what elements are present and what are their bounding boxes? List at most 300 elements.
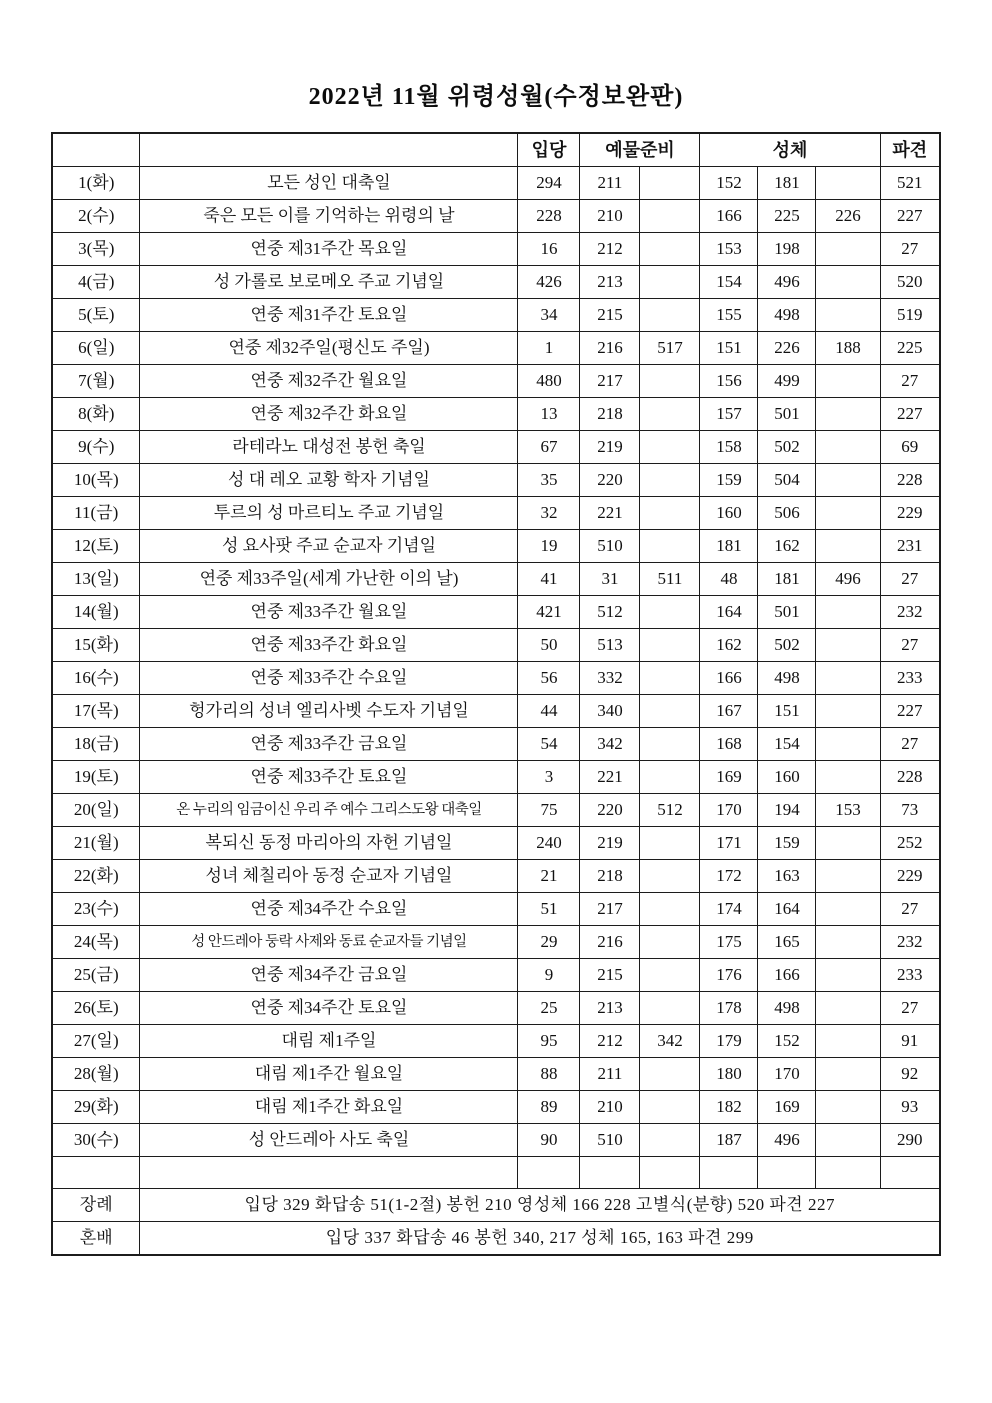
hymn-number-cell <box>640 827 700 860</box>
feast-cell: 연중 제33주간 월요일 <box>140 596 518 629</box>
hymn-number-cell: 27 <box>880 365 940 398</box>
empty-cell <box>52 1157 140 1189</box>
hymn-number-cell: 21 <box>518 860 580 893</box>
hymn-number-cell: 153 <box>816 794 880 827</box>
table-row <box>52 992 940 1025</box>
hymn-number-cell: 19 <box>518 530 580 563</box>
hymn-number-cell: 164 <box>700 596 758 629</box>
hymn-number-cell: 175 <box>700 926 758 959</box>
hymn-number-cell: 67 <box>518 431 580 464</box>
table-row <box>52 596 940 629</box>
date-cell: 14(월) <box>52 596 140 629</box>
hymn-number-cell: 89 <box>518 1091 580 1124</box>
table-row <box>52 1025 940 1058</box>
hymn-number-cell: 225 <box>758 200 816 233</box>
hymn-number-cell: 88 <box>518 1058 580 1091</box>
hymn-number-cell: 501 <box>758 398 816 431</box>
hymn-number-cell: 426 <box>518 266 580 299</box>
hymn-number-cell <box>640 299 700 332</box>
hymn-number-cell: 211 <box>580 167 640 200</box>
hymn-number-cell <box>816 728 880 761</box>
hymn-number-cell <box>816 695 880 728</box>
hymn-number-cell <box>816 398 880 431</box>
hymn-number-cell: 220 <box>580 794 640 827</box>
date-cell: 21(월) <box>52 827 140 860</box>
hymn-number-cell: 163 <box>758 860 816 893</box>
date-cell: 7(월) <box>52 365 140 398</box>
feast-cell: 성녀 체칠리아 동정 순교자 기념일 <box>140 860 518 893</box>
table-row <box>52 728 940 761</box>
hymn-number-cell: 229 <box>880 497 940 530</box>
hymn-number-cell: 218 <box>580 860 640 893</box>
hymn-number-cell: 233 <box>880 662 940 695</box>
hymn-number-cell: 54 <box>518 728 580 761</box>
hymn-number-cell: 152 <box>758 1025 816 1058</box>
feast-cell: 연중 제33주간 수요일 <box>140 662 518 695</box>
date-cell: 3(목) <box>52 233 140 266</box>
hymn-number-cell: 498 <box>758 662 816 695</box>
hymn-number-cell: 232 <box>880 926 940 959</box>
hymn-number-cell: 498 <box>758 992 816 1025</box>
hymn-number-cell <box>640 893 700 926</box>
hymn-number-cell: 27 <box>880 233 940 266</box>
hymn-number-cell: 170 <box>758 1058 816 1091</box>
hymn-number-cell: 496 <box>816 563 880 596</box>
date-cell: 17(목) <box>52 695 140 728</box>
hymn-number-cell: 294 <box>518 167 580 200</box>
table-body <box>52 167 940 1256</box>
hymn-number-cell: 160 <box>700 497 758 530</box>
hymn-number-cell: 73 <box>880 794 940 827</box>
hymn-number-cell: 227 <box>880 200 940 233</box>
hymn-number-cell: 162 <box>700 629 758 662</box>
hymn-number-cell: 210 <box>580 200 640 233</box>
hymn-number-cell: 480 <box>518 365 580 398</box>
hymn-number-cell <box>816 266 880 299</box>
hymn-number-cell: 182 <box>700 1091 758 1124</box>
hymn-number-cell: 181 <box>758 167 816 200</box>
date-cell: 27(일) <box>52 1025 140 1058</box>
hymn-number-cell: 31 <box>580 563 640 596</box>
hymn-number-cell <box>816 992 880 1025</box>
hymn-number-cell: 228 <box>518 200 580 233</box>
table-row <box>52 1124 940 1157</box>
feast-cell: 성 안드레아 둥락 사제와 동료 순교자들 기념일 <box>140 926 518 959</box>
hymn-number-cell <box>640 1124 700 1157</box>
table-row <box>52 959 940 992</box>
hymn-number-cell <box>640 365 700 398</box>
hymn-number-cell: 499 <box>758 365 816 398</box>
hymn-number-cell: 154 <box>700 266 758 299</box>
hymn-number-cell <box>816 299 880 332</box>
feast-cell: 연중 제32주간 월요일 <box>140 365 518 398</box>
date-cell: 4(금) <box>52 266 140 299</box>
date-cell: 20(일) <box>52 794 140 827</box>
hymn-number-cell: 227 <box>880 398 940 431</box>
hymn-number-cell: 210 <box>580 1091 640 1124</box>
hymn-number-cell: 226 <box>816 200 880 233</box>
hymn-number-cell <box>640 530 700 563</box>
hymn-number-cell: 152 <box>700 167 758 200</box>
hymn-number-cell: 510 <box>580 1124 640 1157</box>
header-row <box>52 133 940 167</box>
hymn-number-cell: 512 <box>580 596 640 629</box>
hymn-number-cell: 160 <box>758 761 816 794</box>
header-offertory: 예물준비 <box>580 133 700 167</box>
hymn-number-cell <box>816 431 880 464</box>
feast-cell: 연중 제34주간 토요일 <box>140 992 518 1025</box>
table-row <box>52 563 940 596</box>
hymn-number-cell <box>640 233 700 266</box>
date-cell: 15(화) <box>52 629 140 662</box>
hymn-number-cell: 44 <box>518 695 580 728</box>
hymn-number-cell: 513 <box>580 629 640 662</box>
hymn-number-cell: 27 <box>880 629 940 662</box>
hymn-number-cell <box>640 992 700 1025</box>
hymn-number-cell <box>640 266 700 299</box>
hymn-number-cell: 167 <box>700 695 758 728</box>
feast-cell: 대림 제1주간 월요일 <box>140 1058 518 1091</box>
hymn-number-cell <box>640 695 700 728</box>
empty-cell <box>758 1157 816 1189</box>
hymn-number-cell: 217 <box>580 365 640 398</box>
hymn-number-cell: 496 <box>758 1124 816 1157</box>
hymn-number-cell <box>816 926 880 959</box>
date-cell: 26(토) <box>52 992 140 1025</box>
hymn-number-cell: 91 <box>880 1025 940 1058</box>
hymn-number-cell <box>816 827 880 860</box>
date-cell: 28(월) <box>52 1058 140 1091</box>
feast-cell: 성 가롤로 보로메오 주교 기념일 <box>140 266 518 299</box>
hymn-number-cell <box>816 893 880 926</box>
footer-label-cell: 혼배 <box>52 1222 140 1256</box>
date-cell: 25(금) <box>52 959 140 992</box>
feast-cell: 대림 제1주간 화요일 <box>140 1091 518 1124</box>
hymn-number-cell: 181 <box>758 563 816 596</box>
hymn-number-cell: 170 <box>700 794 758 827</box>
hymn-number-cell: 181 <box>700 530 758 563</box>
hymn-number-cell: 211 <box>580 1058 640 1091</box>
hymn-number-cell: 25 <box>518 992 580 1025</box>
table-row <box>52 629 940 662</box>
hymn-number-cell: 27 <box>880 563 940 596</box>
hymn-number-cell <box>640 200 700 233</box>
table-row <box>52 926 940 959</box>
hymn-number-cell <box>640 431 700 464</box>
hymn-number-cell <box>816 530 880 563</box>
hymn-number-cell: 198 <box>758 233 816 266</box>
hymn-number-cell: 159 <box>758 827 816 860</box>
hymn-number-cell: 180 <box>700 1058 758 1091</box>
hymn-number-cell <box>816 596 880 629</box>
hymn-number-cell <box>640 926 700 959</box>
hymn-number-cell: 48 <box>700 563 758 596</box>
feast-cell: 연중 제31주간 토요일 <box>140 299 518 332</box>
hymn-number-cell: 27 <box>880 728 940 761</box>
hymn-number-cell: 34 <box>518 299 580 332</box>
hymn-number-cell: 216 <box>580 332 640 365</box>
empty-cell <box>640 1157 700 1189</box>
feast-cell: 연중 제33주간 토요일 <box>140 761 518 794</box>
table-row <box>52 266 940 299</box>
feast-cell: 연중 제33주간 화요일 <box>140 629 518 662</box>
hymn-number-cell: 188 <box>816 332 880 365</box>
feast-cell: 성 요사팟 주교 순교자 기념일 <box>140 530 518 563</box>
hymn-number-cell: 176 <box>700 959 758 992</box>
hymn-number-cell <box>640 761 700 794</box>
table-row <box>52 1058 940 1091</box>
hymn-number-cell: 506 <box>758 497 816 530</box>
hymn-number-cell: 166 <box>700 662 758 695</box>
hymn-number-cell <box>640 728 700 761</box>
hymn-number-cell <box>816 860 880 893</box>
feast-cell: 연중 제33주간 금요일 <box>140 728 518 761</box>
header-feast-cell <box>140 133 518 167</box>
table-row <box>52 695 940 728</box>
hymn-number-cell <box>640 464 700 497</box>
hymn-number-cell: 154 <box>758 728 816 761</box>
hymn-number-cell: 502 <box>758 431 816 464</box>
hymn-number-cell: 219 <box>580 431 640 464</box>
empty-cell <box>816 1157 880 1189</box>
hymn-number-cell: 172 <box>700 860 758 893</box>
hymn-number-cell: 511 <box>640 563 700 596</box>
footer-row <box>52 1189 940 1222</box>
feast-cell: 성 대 레오 교황 학자 기념일 <box>140 464 518 497</box>
table-row <box>52 365 940 398</box>
hymn-number-cell: 421 <box>518 596 580 629</box>
hymn-number-cell <box>816 464 880 497</box>
hymn-number-cell <box>816 959 880 992</box>
hymn-number-cell: 9 <box>518 959 580 992</box>
date-cell: 29(화) <box>52 1091 140 1124</box>
feast-cell: 연중 제32주일(평신도 주일) <box>140 332 518 365</box>
hymn-number-cell <box>640 1091 700 1124</box>
hymn-number-cell: 225 <box>880 332 940 365</box>
hymn-number-cell <box>816 167 880 200</box>
hymn-number-cell: 51 <box>518 893 580 926</box>
table-row <box>52 398 940 431</box>
hymn-number-cell <box>640 959 700 992</box>
hymn-number-cell <box>640 398 700 431</box>
date-cell: 2(수) <box>52 200 140 233</box>
date-cell: 12(토) <box>52 530 140 563</box>
feast-cell: 죽은 모든 이를 기억하는 위령의 날 <box>140 200 518 233</box>
hymn-number-cell: 233 <box>880 959 940 992</box>
table-row <box>52 464 940 497</box>
hymn-number-cell: 215 <box>580 959 640 992</box>
hymn-number-cell: 501 <box>758 596 816 629</box>
hymn-number-cell: 215 <box>580 299 640 332</box>
hymn-number-cell: 159 <box>700 464 758 497</box>
hymn-number-cell: 179 <box>700 1025 758 1058</box>
hymn-number-cell <box>640 167 700 200</box>
hymn-number-cell: 252 <box>880 827 940 860</box>
date-cell: 8(화) <box>52 398 140 431</box>
hymn-number-cell: 213 <box>580 266 640 299</box>
hymn-number-cell: 75 <box>518 794 580 827</box>
hymn-number-cell <box>816 1058 880 1091</box>
table-row <box>52 761 940 794</box>
hymn-number-cell: 93 <box>880 1091 940 1124</box>
feast-cell: 라테라노 대성전 봉헌 축일 <box>140 431 518 464</box>
hymn-number-cell: 218 <box>580 398 640 431</box>
feast-cell: 복되신 동정 마리아의 자헌 기념일 <box>140 827 518 860</box>
hymn-number-cell: 502 <box>758 629 816 662</box>
hymn-number-cell: 221 <box>580 497 640 530</box>
hymn-number-cell: 13 <box>518 398 580 431</box>
header-date-cell <box>52 133 140 167</box>
hymn-number-cell: 166 <box>758 959 816 992</box>
hymn-number-cell: 231 <box>880 530 940 563</box>
hymn-number-cell <box>640 629 700 662</box>
hymn-number-cell: 50 <box>518 629 580 662</box>
hymn-number-cell <box>640 860 700 893</box>
hymn-number-cell <box>640 596 700 629</box>
hymn-number-cell: 165 <box>758 926 816 959</box>
hymn-number-cell: 3 <box>518 761 580 794</box>
hymn-number-cell <box>816 761 880 794</box>
table-row <box>52 431 940 464</box>
hymn-number-cell: 169 <box>758 1091 816 1124</box>
table-row <box>52 299 940 332</box>
hymn-number-cell: 521 <box>880 167 940 200</box>
feast-cell: 투르의 성 마르티노 주교 기념일 <box>140 497 518 530</box>
hymn-number-cell: 217 <box>580 893 640 926</box>
hymn-number-cell: 168 <box>700 728 758 761</box>
hymn-number-cell <box>816 1124 880 1157</box>
hymn-number-cell: 228 <box>880 761 940 794</box>
table-row <box>52 662 940 695</box>
hymn-number-cell: 155 <box>700 299 758 332</box>
hymn-number-cell <box>816 1025 880 1058</box>
hymn-number-cell: 226 <box>758 332 816 365</box>
hymn-number-cell: 216 <box>580 926 640 959</box>
date-cell: 13(일) <box>52 563 140 596</box>
hymn-number-cell: 35 <box>518 464 580 497</box>
hymn-number-cell: 498 <box>758 299 816 332</box>
hymn-number-cell: 171 <box>700 827 758 860</box>
footer-text-cell: 입당 337 화답송 46 봉헌 340, 217 성체 165, 163 파견 299 <box>140 1222 940 1256</box>
hymn-number-cell: 169 <box>700 761 758 794</box>
feast-cell: 연중 제31주간 목요일 <box>140 233 518 266</box>
hymn-number-cell: 151 <box>758 695 816 728</box>
table-row <box>52 233 940 266</box>
hymn-number-cell: 496 <box>758 266 816 299</box>
hymn-number-cell: 162 <box>758 530 816 563</box>
hymn-number-cell: 156 <box>700 365 758 398</box>
hymn-number-cell: 212 <box>580 233 640 266</box>
table-row <box>52 827 940 860</box>
header-communion: 성체 <box>700 133 880 167</box>
feast-cell: 성 안드레아 사도 축일 <box>140 1124 518 1157</box>
date-cell: 18(금) <box>52 728 140 761</box>
page-title: 2022년 11월 위령성월(수정보완판) <box>308 84 684 110</box>
table-row <box>52 497 940 530</box>
hymn-number-cell: 153 <box>700 233 758 266</box>
feast-cell: 모든 성인 대축일 <box>140 167 518 200</box>
date-cell: 9(수) <box>52 431 140 464</box>
hymn-number-cell: 178 <box>700 992 758 1025</box>
hymn-number-cell: 194 <box>758 794 816 827</box>
table-row <box>52 860 940 893</box>
hymn-number-cell: 151 <box>700 332 758 365</box>
feast-cell: 연중 제34주간 수요일 <box>140 893 518 926</box>
feast-cell: 대림 제1주일 <box>140 1025 518 1058</box>
hymn-number-cell: 29 <box>518 926 580 959</box>
hymn-number-cell: 340 <box>580 695 640 728</box>
hymn-number-cell: 520 <box>880 266 940 299</box>
hymn-number-cell: 220 <box>580 464 640 497</box>
hymn-number-cell: 92 <box>880 1058 940 1091</box>
date-cell: 24(목) <box>52 926 140 959</box>
hymn-number-cell: 16 <box>518 233 580 266</box>
hymn-number-cell: 332 <box>580 662 640 695</box>
empty-cell <box>880 1157 940 1189</box>
header-dismissal: 파견 <box>880 133 940 167</box>
table-row <box>52 167 940 200</box>
hymn-number-cell: 174 <box>700 893 758 926</box>
hymn-number-cell: 342 <box>640 1025 700 1058</box>
hymn-number-cell: 187 <box>700 1124 758 1157</box>
hymn-number-cell: 510 <box>580 530 640 563</box>
hymn-number-cell: 95 <box>518 1025 580 1058</box>
empty-cell <box>700 1157 758 1189</box>
hymn-number-cell: 158 <box>700 431 758 464</box>
hymn-number-cell: 232 <box>880 596 940 629</box>
date-cell: 22(화) <box>52 860 140 893</box>
hymn-number-cell <box>816 233 880 266</box>
hymn-number-cell: 32 <box>518 497 580 530</box>
hymn-number-cell <box>816 1091 880 1124</box>
hymn-number-cell: 228 <box>880 464 940 497</box>
table-row <box>52 200 940 233</box>
hymn-number-cell: 27 <box>880 893 940 926</box>
table-row <box>52 1091 940 1124</box>
footer-text-cell: 입당 329 화답송 51(1-2절) 봉헌 210 영성체 166 228 고별식(분향) 520 파견 227 <box>140 1189 940 1222</box>
hymn-number-cell: 90 <box>518 1124 580 1157</box>
feast-cell: 온 누리의 임금이신 우리 주 예수 그리스도왕 대축일 <box>140 794 518 827</box>
hymn-number-cell: 512 <box>640 794 700 827</box>
hymn-number-cell: 1 <box>518 332 580 365</box>
hymn-number-cell <box>640 1058 700 1091</box>
hymn-number-cell: 227 <box>880 695 940 728</box>
table-row <box>52 530 940 563</box>
table-row <box>52 794 940 827</box>
feast-cell: 연중 제32주간 화요일 <box>140 398 518 431</box>
hymn-number-cell <box>816 662 880 695</box>
hymn-number-cell: 41 <box>518 563 580 596</box>
date-cell: 5(토) <box>52 299 140 332</box>
date-cell: 10(목) <box>52 464 140 497</box>
date-cell: 30(수) <box>52 1124 140 1157</box>
hymn-schedule-table <box>51 132 941 1256</box>
hymn-number-cell: 27 <box>880 992 940 1025</box>
table-row <box>52 332 940 365</box>
hymn-number-cell: 164 <box>758 893 816 926</box>
feast-cell: 연중 제33주일(세계 가난한 이의 날) <box>140 563 518 596</box>
hymn-number-cell: 342 <box>580 728 640 761</box>
empty-cell <box>580 1157 640 1189</box>
hymn-number-cell: 517 <box>640 332 700 365</box>
date-cell: 23(수) <box>52 893 140 926</box>
hymn-number-cell: 221 <box>580 761 640 794</box>
empty-cell <box>518 1157 580 1189</box>
hymn-number-cell: 229 <box>880 860 940 893</box>
hymn-number-cell: 157 <box>700 398 758 431</box>
feast-cell: 연중 제34주간 금요일 <box>140 959 518 992</box>
hymn-number-cell: 166 <box>700 200 758 233</box>
